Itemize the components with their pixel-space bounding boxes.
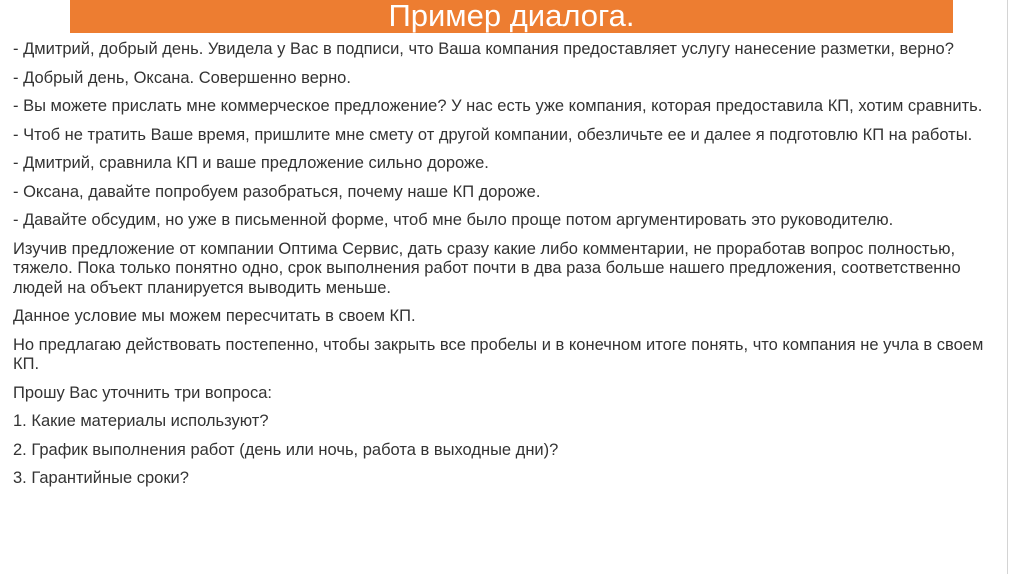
analysis-paragraph: Но предлагаю действовать постепенно, чтобы закрыть все пробелы и в конечном итоге понять, что компания не учла в своем КП. (13, 335, 984, 373)
title-bar (70, 0, 953, 33)
dialog-line: - Дмитрий, добрый день. Увидела у Вас в подписи, что Ваша компания предоставляет услугу нанесение разметки, верно? (13, 40, 954, 58)
question-item: 3. Гарантийные сроки? (13, 469, 189, 487)
question-item: 2. График выполнения работ (день или ночь, работа в выходные дни)? (13, 440, 559, 459)
dialog-line: - Чтоб не тратить Ваше время, пришлите мне смету от другой компании, обезличьте ее и далее я подготовлю КП на работы. (13, 125, 973, 144)
dialog-text (13, 40, 1003, 498)
dialog-line: - Добрый день, Оксана. Совершенно верно. (13, 68, 351, 87)
slide-edge-divider (1007, 0, 1008, 574)
questions-intro: Прошу Вас уточнить три вопроса: (13, 383, 272, 402)
dialog-line: - Вы можете прислать мне коммерческое предложение? У нас есть уже компания, которая предоставила КП, хотим сравнить. (13, 97, 983, 115)
analysis-paragraph: Данное условие мы можем пересчитать в своем КП. (13, 307, 416, 325)
dialog-line: - Давайте обсудим, но уже в письменной форме, чтоб мне было проще потом аргументировать это руководителю. (13, 211, 894, 229)
dialog-line: - Дмитрий, сравнила КП и ваше предложение сильно дороже. (13, 154, 489, 172)
slide-title: Пример диалога. (388, 0, 635, 33)
analysis-paragraph: Изучив предложение от компании Оптима Сервис, дать сразу какие либо комментарии, не проработав вопрос полностью, тяжело. Пока только понятно одно, срок выполнения работ почти в два раза больше нашего предложения, соответственно людей на объект планируется выводить меньше. (13, 239, 961, 297)
question-item: 1. Какие материалы используют? (13, 412, 269, 430)
dialog-line: - Оксана, давайте попробуем разобраться, почему наше КП дороже. (13, 182, 541, 201)
